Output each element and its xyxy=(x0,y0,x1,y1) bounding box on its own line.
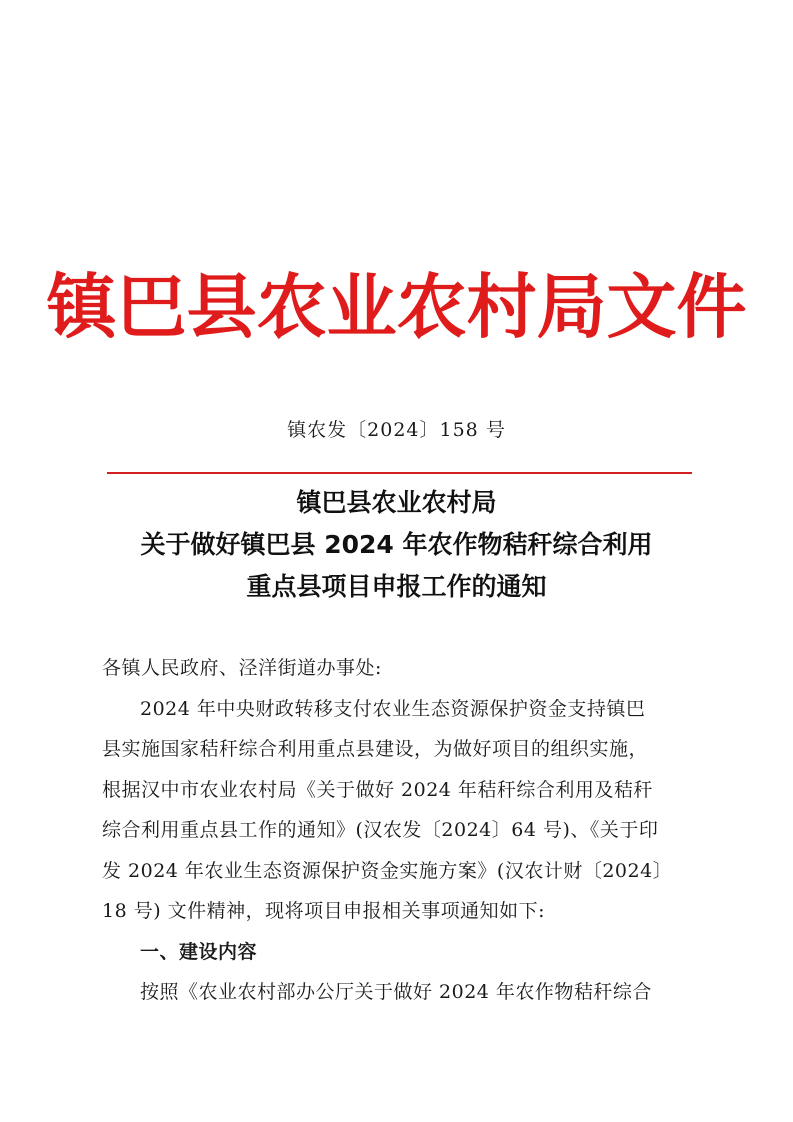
title-line-1: 镇巴县农业农村局 xyxy=(296,488,497,517)
paragraph-line: 18 号) 文件精神，现将项目申报相关事项通知如下: xyxy=(102,900,546,922)
document-number: 镇农发〔2024〕158 号 xyxy=(287,419,506,441)
title-line-3: 重点县项目申报工作的通知 xyxy=(246,572,547,601)
paragraph-line: 县实施国家秸秆综合利用重点县建设，为做好项目的组织实施， xyxy=(102,738,649,760)
salutation: 各镇人民政府、泾洋街道办事处: xyxy=(102,657,382,679)
paragraph-line: 按照《农业农村部办公厅关于做好 2024 年农作物秸秆综合 xyxy=(140,981,652,1003)
paragraph-line: 发 2024 年农业生态资源保护资金实施方案》(汉农计财〔2024〕 xyxy=(102,859,673,882)
title-line-2: 关于做好镇巴县 2024 年农作物秸秆综合利用 xyxy=(140,530,653,559)
notice-body xyxy=(102,648,692,1013)
red-separator-rule xyxy=(107,472,692,474)
paragraph-line: 2024 年中央财政转移支付农业生态资源保护资金支持镇巴 xyxy=(140,697,646,720)
masthead-title: 镇巴县农业农村局文件 xyxy=(46,266,747,348)
paragraph-line: 综合利用重点县工作的通知》(汉农发〔2024〕64 号)、《关于印 xyxy=(102,819,659,841)
notice-title xyxy=(0,482,793,608)
section-heading: 一、建设内容 xyxy=(140,940,258,963)
paragraph-line: 根据汉中市农业农村局《关于做好 2024 年秸秆综合利用及秸秆 xyxy=(102,778,653,801)
